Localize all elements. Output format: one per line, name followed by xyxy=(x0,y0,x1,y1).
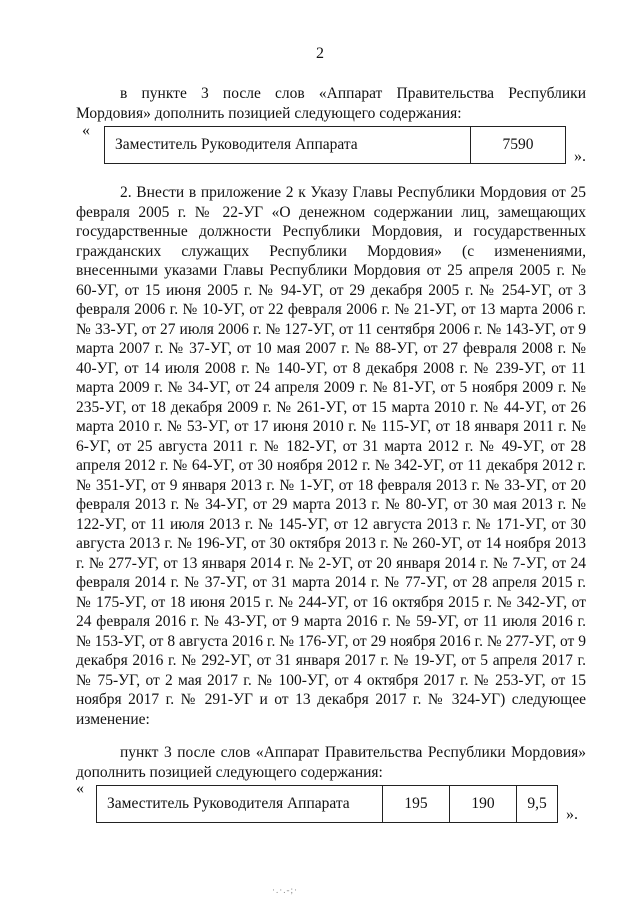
table-row xyxy=(97,786,558,823)
page-number: 2 xyxy=(316,45,324,62)
footer-mark: ·.·.-;· xyxy=(272,885,298,895)
position-cell: Заместитель Руководителя Аппарата xyxy=(97,786,383,823)
table-row xyxy=(105,127,566,164)
section2-open-quote: « xyxy=(76,780,84,797)
value3-cell: 9,5 xyxy=(517,786,558,823)
section1-open-quote: « xyxy=(82,122,90,139)
section2-intro: пункт 3 после слов «Аппарат Правительства Республики Мордовия» дополнить позицией следующего содержания: xyxy=(76,744,586,781)
section2-position-table xyxy=(96,785,558,823)
section2-paragraph: 2. Внести в приложение 2 к Указу Главы Республики Мордовия от 25 февраля 2005 г. № 22-УГ «О денежном содержании лиц, замещающих государственные должности Республики Мордовия, и государственных гражданских служащих Республики Мордовия» (с изменениями, внесенными указами Главы Республики Мордовия от 25 апреля 2005 г. № 60-УГ, от 15 июня 2005 г. № 94-УГ, от 29 декабря 2005 г. № 254-УГ, от 3 февраля 2006 г. № 10-УГ, от 22 февраля 2006 г. № 21-УГ, от 13 марта 2006 г. № 33-УГ, от 27 июля 2006 г. № 127-УГ, от 11 сентября 2006 г. № 143-УГ, от 9 марта 2007 г. № 37-УГ, от 10 мая 2007 г. № 88-УГ, от 27 февраля 2008 г. № 40-УГ, от 14 июля 2008 г. № 140-УГ, от 8 декабря 2008 г. № 239-УГ, от 11 марта 2009 г. № 34-УГ, от 24 апреля 2009 г. № 81-УГ, от 5 ноября 2009 г. № 235-УГ, от 18 декабря 2009 г. № 261-УГ, от 15 марта 2010 г. № 44-УГ, от 26 марта 2010 г. № 53-УГ, от 17 июня 2010 г. № 115-УГ, от 18 января 2011 г. № 6-УГ, от 25 августа 2011 г. № 182-УГ, от 31 марта 2012 г. № 49-УГ, от 28 апреля 2012 г. № 64-УГ, от 30 ноября 2012 г. № 342-УГ, от 11 декабря 2012 г. № 351-УГ, от 9 января 2013 г. № 1-УГ, от 18 февраля 2013 г. № 33-УГ, от 20 февраля 2013 г. № 34-УГ, от 29 марта 2013 г. № 80-УГ, от 30 мая 2013 г. № 122-УГ, от 11 июля 2013 г. № 145-УГ, от 12 августа 2013 г. № 171-УГ, от 30 августа 2013 г. № 196-УГ, от 30 октября 2013 г. № 260-УГ, от 14 ноября 2013 г. № 277-УГ, от 13 января 2014 г. № 2-УГ, от 20 января 2014 г. № 7-УГ, от 24 февраля 2014 г. № 37-УГ, от 31 марта 2014 г. № 77-УГ, от 28 апреля 2015 г. № 175-УГ, от 18 июня 2015 г. № 244-УГ, от 16 октября 2015 г. № 342-УГ, от 24 февраля 2016 г. № 43-УГ, от 9 марта 2016 г. № 59-УГ, от 11 июля 2016 г. № 153-УГ, от 8 августа 2016 г. № 176-УГ, от 29 ноября 2016 г. № 277-УГ, от 9 декабря 2016 г. № 292-УГ, от 31 января 2017 г. № 19-УГ, от 5 апреля 2017 г. № 75-УГ, от 2 мая 2017 г. № 100-УГ, от 4 октября 2017 г. № 253-УГ, от 15 ноября 2017 г. № 291-УГ и от 13 декабря 2017 г. № 324-УГ) следующее изменение: xyxy=(76,184,586,728)
section1-intro: в пункте 3 после слов «Аппарат Правительства Республики Мордовия» дополнить позицией следующего содержания: xyxy=(76,85,586,122)
value2-cell: 190 xyxy=(450,786,517,823)
position-cell: Заместитель Руководителя Аппарата xyxy=(105,127,471,164)
section1-position-table xyxy=(104,126,566,164)
value-cell: 7590 xyxy=(471,127,566,164)
value1-cell: 195 xyxy=(383,786,450,823)
section2-close-quote: ». xyxy=(566,806,578,823)
section1-close-quote: ». xyxy=(574,148,586,165)
